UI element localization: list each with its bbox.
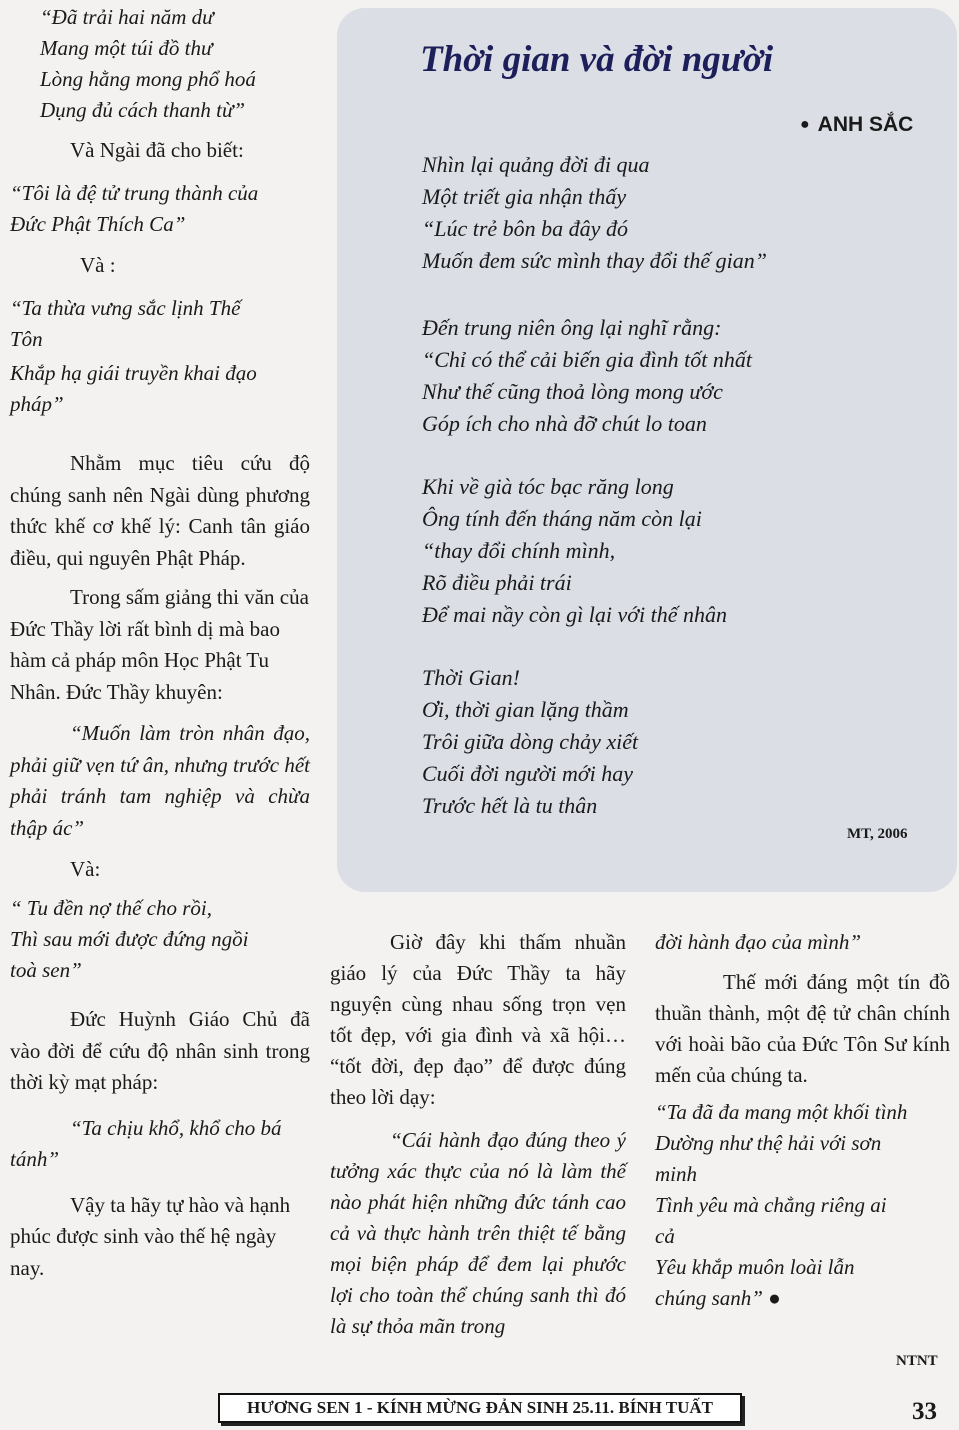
quote-line: Lòng hằng mong phổ hoá	[40, 67, 256, 91]
footer-text: HƯƠNG SEN 1 - KÍNH MỪNG ĐẢN SINH 25.11. BÍNH TUẤT	[247, 1398, 713, 1417]
quote-block	[10, 178, 310, 240]
intro-text: Và:	[70, 857, 101, 881]
body-paragraph: Vậy ta hãy tự hào và hạnh phúc được sinh vào thế hệ ngày nay.	[10, 1192, 291, 1280]
poem-signature: MT, 2006	[847, 826, 908, 842]
poem-author	[800, 113, 913, 137]
poem-stanza	[422, 471, 727, 631]
quote-block	[10, 893, 310, 986]
quote-line: cả	[655, 1224, 675, 1248]
quote-line: toà sen”	[10, 958, 82, 982]
intro-text: Và :	[80, 253, 116, 277]
quote-line: Đức Phật Thích Ca”	[10, 212, 186, 236]
quote-line: Thì sau mới được đứng ngồi	[10, 927, 249, 951]
quote-line: chúng sanh” ●	[655, 1286, 781, 1310]
poem-title: Thời gian và đời người	[420, 39, 774, 80]
poem-line: Để mai nầy còn gì lại với thế nhân	[422, 602, 728, 627]
quote-line: đời hành đạo của mình”	[655, 930, 862, 954]
right-column	[655, 927, 950, 1314]
quote-paragraph: “Ta chịu khổ, khổ cho bá tánh”	[10, 1115, 282, 1171]
quote-line: “Đã trải hai năm dư	[40, 5, 214, 29]
poem-stanza	[422, 149, 767, 277]
quote-line: Dường như thệ hải với sơn	[655, 1131, 882, 1155]
quote-line: Dụng đủ cách thanh từ”	[40, 98, 246, 122]
quote-line: “Tôi là đệ tử trung thành của	[10, 181, 259, 205]
intro-text: Và Ngài đã cho biết:	[70, 138, 244, 162]
quote-line: “ Tu đền nợ thế cho rồi,	[10, 896, 212, 920]
body-paragraph: Nhằm mục tiêu cứu độ chúng sanh nên Ngài dùng phương thức khế cơ khế lý: Canh tân giáo điều, qui nguyên Phật Pháp.	[10, 451, 310, 570]
poem-stanza	[422, 662, 638, 822]
poem-line: Nhìn lại quảng đời đi qua	[422, 152, 650, 177]
poem-line: Cuối đời người mới hay	[422, 761, 633, 786]
quote-line: “Ta thừa vưng sắc lịnh Thế	[10, 296, 241, 320]
quote-line: pháp”	[10, 392, 64, 416]
poem-line: Ơi, thời gian lặng thầm	[422, 697, 629, 722]
quote-line: Khắp hạ giái truyền khai đạo	[10, 361, 257, 385]
poem-line: Muốn đem sức mình thay đổi thế gian”	[422, 248, 768, 273]
quote-block	[10, 293, 310, 420]
poem-line: “thay đổi chính mình,	[422, 538, 616, 563]
middle-column	[330, 927, 626, 1342]
page-number: 33	[912, 1398, 937, 1425]
quote-block	[655, 1097, 950, 1314]
body-paragraph: Trong sấm giảng thi văn của Đức Thầy lời rất bình dị mà bao hàm cả pháp môn Học Phật Tu Nhân. Đức Thầy khuyên:	[10, 585, 309, 704]
author-name: ANH SẮC	[817, 113, 914, 136]
quote-line: Yêu khắp muôn loài lẫn	[655, 1255, 855, 1279]
quote-line: minh	[655, 1162, 697, 1186]
poem-line: Góp ích cho nhà đỡ chút lo toan	[422, 411, 707, 436]
quote-line: Mang một túi đồ thư	[40, 36, 213, 60]
quote-line: Tôn	[10, 327, 43, 351]
poem-line: Trôi giữa dòng chảy xiết	[422, 729, 639, 754]
quote-block	[40, 2, 310, 126]
body-paragraph: Giờ đây khi thấm nhuần giáo lý của Đức Thầy ta hãy nguyện cùng nhau sống trọn vẹn tốt đẹp, với gia đình và xã hội… “tốt đời, đẹp đạo” để được đúng theo lời dạy:	[330, 930, 626, 1109]
poem-stanza	[422, 312, 752, 440]
poem-line: “Chỉ có thể cải biến gia đình tốt nhất	[422, 347, 752, 372]
poem-line: Một triết gia nhận thấy	[422, 184, 627, 209]
poem-line: Rõ điều phải trái	[422, 570, 572, 595]
poem-line: Như thế cũng thoả lòng mong ước	[422, 379, 723, 404]
poem-line: “Lúc trẻ bôn ba đây đó	[422, 216, 628, 241]
quote-line: Tình yêu mà chẳng riêng ai	[655, 1193, 887, 1217]
poem-line: Trước hết là tu thân	[422, 793, 598, 818]
body-paragraph: Đức Huỳnh Giáo Chủ đã vào đời để cứu độ nhân sinh trong thời kỳ mạt pháp:	[10, 1007, 310, 1094]
quote-line: “Ta đã đa mang một khối tình	[655, 1100, 908, 1124]
poem-line: Ông tính đến tháng năm còn lại	[422, 506, 702, 531]
bullet-icon: ●	[800, 116, 810, 133]
body-paragraph: Thế mới đáng một tín đồ thuần thành, một đệ tử chân chính với hoài bão của Đức Tôn Sư kính mến của chúng ta.	[655, 970, 950, 1087]
quote-paragraph: “Cái hành đạo đúng theo ý tưởng xác thực của nó là làm thế nào phát hiện những đức tánh cao cả và thực hành trên thiệt tế bằng mọi biện pháp để đem lại phước lợi cho toàn thể chúng sanh thì đó là sự thỏa mãn trong	[330, 1128, 626, 1338]
footer-banner	[218, 1393, 742, 1423]
poem-line: Thời Gian!	[422, 665, 520, 690]
poem-line: Khi về già tóc bạc răng long	[422, 474, 674, 499]
poem-line: Đến trung niên ông lại nghĩ rằng:	[422, 315, 722, 340]
quote-paragraph: “Muốn làm tròn nhân đạo, phải giữ vẹn tứ ân, nhưng trước hết phải tránh tam nghiệp và chừa thập ác”	[10, 721, 310, 840]
article-signature: NTNT	[896, 1353, 938, 1369]
left-column	[10, 2, 310, 1284]
